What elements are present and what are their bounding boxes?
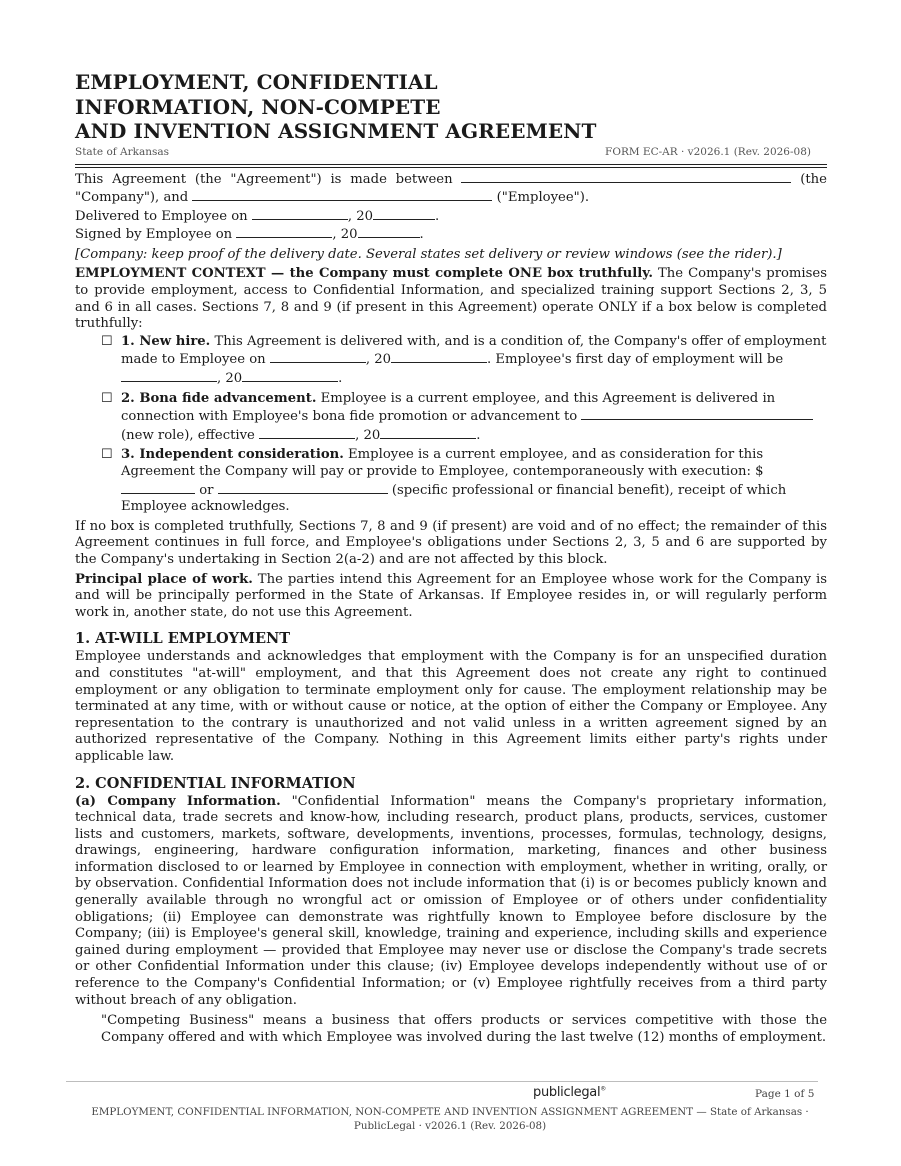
principal-place bbox=[75, 572, 827, 622]
option-text: (specific professional or financial benefit), receipt of which Employee acknowledges. bbox=[121, 482, 787, 515]
employee-name-field[interactable] bbox=[192, 188, 492, 201]
offer-date-field[interactable] bbox=[270, 350, 366, 363]
period: . bbox=[419, 227, 424, 243]
option-text: or bbox=[195, 482, 218, 498]
footer-line-1: EMPLOYMENT, CONFIDENTIAL INFORMATION, NON-COMPETE AND INVENTION ASSIGNMENT AGREEMENT — State of Arkansas · bbox=[91, 1106, 809, 1118]
year-prefix: , 20 bbox=[355, 427, 381, 443]
effective-year-field[interactable] bbox=[380, 426, 476, 439]
section-2a-text: "Confidential Information" means the Company's proprietary information, technical data, trade secrets and know-how, including research, product plans, products, services, customer lists and customers, markets, software, developments, inventions, processes, formulas, technology, designs, drawings, engineering, hardware configuration information, marketing, finances and other business information disclosed to or learned by Employee in connection with employment, whether in writing, orally, or by observation. Confidential Information does not include information that (i) is or becomes publicly known and generally available through no wrongful act or omission of Employee or of others under confidentiality obligations; (ii) Employee can demonstrate was rightfully known to Employee before disclosure by the Company; (iii) is Employee's general skill, knowledge, training and experience, including skills and experience gained during employment — provided that Employee may never use or disclose the Company's trade secrets or other Confidential Information under this clause; (iv) Employee develops independently without use of or reference to the Company's Confidential Information; or (v) Employee rightfully receives from a third party without breach of any obligation. bbox=[75, 793, 827, 1008]
footer-divider bbox=[66, 1081, 818, 1082]
year-prefix: , 20 bbox=[347, 208, 374, 224]
section-2a bbox=[75, 794, 827, 1010]
amount-field[interactable] bbox=[121, 481, 195, 494]
delivery-note: [Company: keep proof of the delivery date. Several states set delivery or review windows (see the rider).] bbox=[75, 246, 782, 262]
year-prefix: , 20 bbox=[217, 371, 243, 387]
option-text: Employee is a current employee, and as consideration for this Agreement the Company will pay or provide to Employee, contemporaneously with execution: $ bbox=[121, 447, 764, 479]
section-2-heading: 2. CONFIDENTIAL INFORMATION bbox=[75, 774, 356, 792]
delivered-label: Delivered to Employee on bbox=[75, 208, 248, 224]
context-options bbox=[101, 334, 827, 516]
option-text: . Employee's first day of employment will be bbox=[487, 352, 784, 368]
offer-year-field[interactable] bbox=[391, 350, 487, 363]
logo-mark: ® bbox=[600, 1085, 606, 1093]
delivered-line bbox=[75, 207, 827, 226]
title-line-3: AND INVENTION ASSIGNMENT AGREEMENT bbox=[75, 119, 597, 143]
intro-parties bbox=[75, 170, 827, 207]
period: . bbox=[435, 208, 440, 224]
section-1-text: Employee understands and acknowledges that employment with the Company is for an unspecified duration and constitutes "at-will" employment, and that this Agreement does not create any right to continued employment or any obligation to terminate employment only for cause. The employment relationship may be terminated at any time, with or without cause or notice, at the option of either the Company or Employee. Any representation to the contrary is unauthorized and not valid unless in a written agreement signed by an authorized representative of the Company. Nothing in this Agreement limits either party's rights under applicable law. bbox=[75, 649, 827, 764]
option-new-hire bbox=[101, 334, 827, 388]
checkbox-new-hire[interactable]: ☐ bbox=[101, 333, 113, 349]
state-label: State of Arkansas bbox=[75, 145, 170, 158]
logo-text: publiclegal bbox=[533, 1085, 601, 1100]
option-title: 2. Bona fide advancement. bbox=[121, 390, 317, 406]
footer-line-2: PublicLegal · v2026.1 (Rev. 2026-08) bbox=[353, 1119, 547, 1132]
competing-business-definition: "Competing Business" means a business that offers products or services competitive with those the Company offered and with which Employee was involved during the last twelve (12) months of employment. bbox=[101, 1013, 827, 1045]
year-prefix: , 20 bbox=[365, 352, 392, 368]
checkbox-consideration[interactable]: ☐ bbox=[101, 447, 113, 463]
employment-context bbox=[75, 266, 827, 332]
form-version: FORM EC-AR · v2026.1 (Rev. 2026-08) bbox=[605, 145, 811, 158]
title-line-2: INFORMATION, NON-COMPETE bbox=[75, 94, 441, 119]
option-text: Employee is a current employee, and this Agreement is delivered in connection with Employee's bona fide promotion or advancement to bbox=[121, 390, 776, 425]
intro-text-3: ("Employee"). bbox=[496, 190, 590, 206]
delivered-year-field[interactable] bbox=[373, 207, 435, 220]
option-text: This Agreement is delivered with, and is a condition of, the Company's offer of employment made to Employee on bbox=[121, 333, 827, 368]
section-1-heading: 1. AT-WILL EMPLOYMENT bbox=[75, 630, 291, 648]
signed-label: Signed by Employee on bbox=[75, 227, 233, 243]
delivered-date-field[interactable] bbox=[252, 207, 348, 220]
effective-date-field[interactable] bbox=[259, 426, 355, 439]
principal-text: The parties intend this Agreement for an Employee whose work for the Company is and will be principally performed in the State of Arkansas. If Employee resides in, or will regularly perform work in, another state, do not use this Agreement. bbox=[75, 571, 828, 620]
document-meta bbox=[75, 146, 827, 158]
title-line-1: EMPLOYMENT, CONFIDENTIAL bbox=[75, 70, 438, 94]
option-advancement bbox=[101, 391, 827, 445]
title-divider bbox=[75, 164, 827, 168]
footer-text bbox=[66, 1106, 834, 1133]
option-title: 1. New hire. bbox=[121, 333, 211, 349]
context-text: The Company's promises to provide employment, access to Confidential Information, and specialized training support Sections 2, 3, 5 and 6 in all cases. Sections 7, 8 and 9 (if present in this Agreement) operate ONLY if a box below is completed truthfully: bbox=[75, 266, 827, 332]
document-page bbox=[75, 70, 827, 1046]
option-title: 3. Independent consideration. bbox=[121, 447, 344, 463]
period: . bbox=[338, 371, 343, 387]
document-title bbox=[75, 70, 827, 144]
signed-line bbox=[75, 225, 827, 244]
start-year-field[interactable] bbox=[242, 369, 338, 382]
signed-year-field[interactable] bbox=[358, 225, 420, 238]
year-prefix: , 20 bbox=[332, 227, 358, 243]
new-role-field[interactable] bbox=[581, 407, 813, 420]
page-number: Page 1 of 5 bbox=[755, 1088, 815, 1100]
publiclegal-logo bbox=[533, 1085, 606, 1100]
intro-text-1: This Agreement (the "Agreement") is made between bbox=[75, 171, 453, 187]
no-box-clause: If no box is completed truthfully, Sections 7, 8 and 9 (if present) are void and of no effect; the remainder of this Agreement continues in full force, and Employee's obligations under Sections 2, 3, 5 and 6 are supported by the Company's undertaking in Section 2(a-2) and are not affected by this block. bbox=[75, 518, 827, 567]
intro-text-2: (the "Company"), and bbox=[75, 171, 827, 206]
option-text: (new role), effective bbox=[121, 427, 255, 443]
context-heading: EMPLOYMENT CONTEXT — the Company must complete ONE box truthfully. bbox=[75, 266, 653, 282]
benefit-field[interactable] bbox=[218, 481, 388, 494]
option-consideration bbox=[101, 447, 827, 515]
signed-date-field[interactable] bbox=[236, 225, 332, 238]
period: . bbox=[476, 427, 481, 443]
section-2a-title: (a) Company Information. bbox=[75, 793, 281, 809]
principal-heading: Principal place of work. bbox=[75, 571, 253, 587]
start-date-field[interactable] bbox=[121, 369, 217, 382]
company-name-field[interactable] bbox=[461, 170, 791, 183]
checkbox-advancement[interactable]: ☐ bbox=[101, 390, 113, 406]
